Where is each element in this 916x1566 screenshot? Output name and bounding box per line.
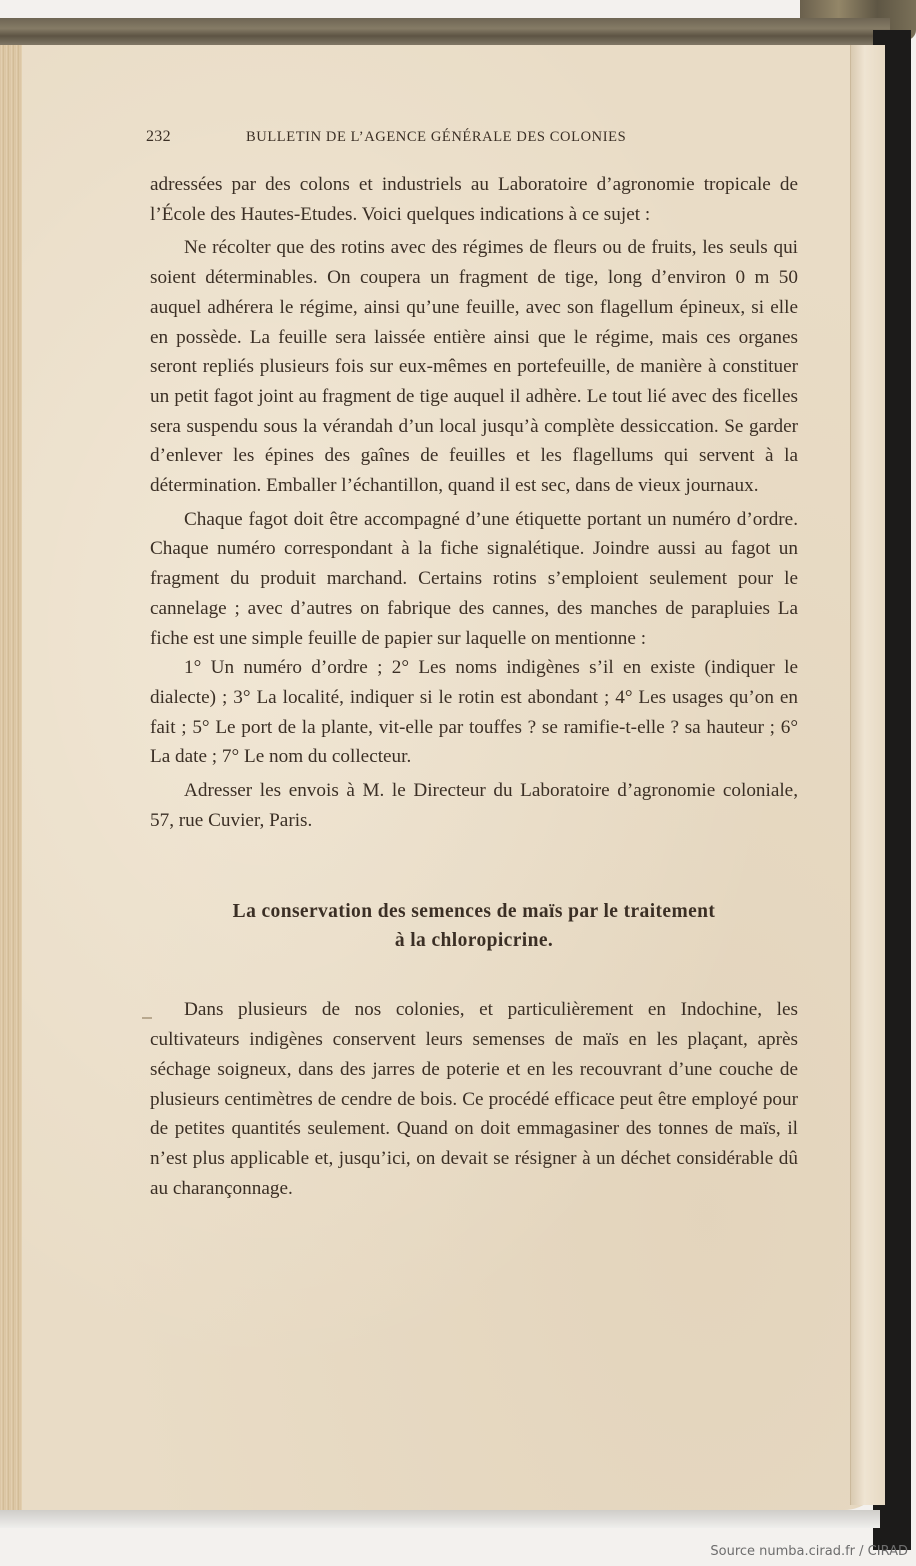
page-shadow xyxy=(0,1510,880,1528)
paragraph-checklist: 1° Un numéro d’ordre ; 2° Les noms indigènes s’il en existe (indiquer le dialecte) ; 3° La localité, indiquer si le rotin est abondant ; 4° Les usages qu’on en fait ; 5° Le port de la plante, vit-elle par touffes ? se ramifie-t-elle ? sa hauteur ; 6° La date ; 7° Le nom du collecteur. xyxy=(150,657,798,768)
section-heading-line-2: à la chloropicrine. xyxy=(394,930,554,952)
page-fold xyxy=(850,45,885,1505)
paragraph-labeling: Chaque fagot doit être accompagné d’une étiquette portant un numéro d’ordre. Chaque numéro correspondant à la fiche signalétique. Joindre aussi au fagot un fragment du produit marchand. Certains rotins s’emploient seulement pour le cannelage ; avec d’autres on fabrique des cannes, des manches de parapluies La fiche est une simple feuille de papier sur laquelle on mentionne : xyxy=(150,508,798,649)
paragraph-address: Adresser les envois à M. le Directeur du Laboratoire d’agronomie coloniale, 57, rue Cuvier, Paris. xyxy=(150,780,798,831)
journal-title: BULLETIN DE L’AGENCE GÉNÉRALE DES COLONIES xyxy=(246,129,627,145)
source-credit: Source numba.cirad.fr / CIRAD xyxy=(710,1544,908,1559)
page-stack-edges xyxy=(0,45,22,1510)
paragraph-collection-instructions: Ne récolter que des rotins avec des régimes de fleurs ou de fruits, les seuls qui soient déterminables. On coupera un fragment de tige, long d’environ 0 m 50 auquel adhérera le régime, ainsi qu’une feuille, avec son flagellum épineux, si elle en possède. La feuille sera laissée entière ainsi que le régime, mais ces organes seront repliés plusieurs fois sur eux-mêmes en portefeuille, de manière à constituer un petit fagot joint au fragment de tige auquel il adhère. Le tout lié avec des ficelles sera suspendu sous la vérandah d’un local jusqu’à complète dessiccation. Se garder d’enlever les épines des gaînes de feuilles et les flagellums qui servent à la détermination. Emballer l’échantillon, quand il est sec, dans de vieux journaux. xyxy=(150,237,798,497)
section-heading xyxy=(146,897,802,955)
page-number: 232 xyxy=(146,128,171,145)
margin-mark xyxy=(142,1017,152,1019)
paragraph-continuation: adressées par des colons et industriels au Laboratoire d’agronomie tropicale de l’École des Hautes-Etudes. Voici quelques indications à ce sujet : xyxy=(150,174,798,225)
page-content xyxy=(146,128,798,1203)
running-head xyxy=(146,128,798,146)
book-cover-top-edge xyxy=(0,18,890,48)
section-paragraph: Dans plusieurs de nos colonies, et particulièrement en Indochine, les cultivateurs indigènes conservent leurs semenses de maïs en les plaçant, après séchage soigneux, dans des jarres de poterie et en les recouvrant d’une couche de plusieurs centimètres de cendre de bois. Ce procédé efficace peut être employé pour de petites quantités seulement. Quand on doit emmagasiner des tonnes de maïs, il n’est plus applicable et, jusqu’ici, on devait se résigner à un déchet considérable dû au charançonnage. xyxy=(150,999,798,1199)
section-heading-line-1: La conservation des semences de maïs par le traitement xyxy=(232,901,716,923)
